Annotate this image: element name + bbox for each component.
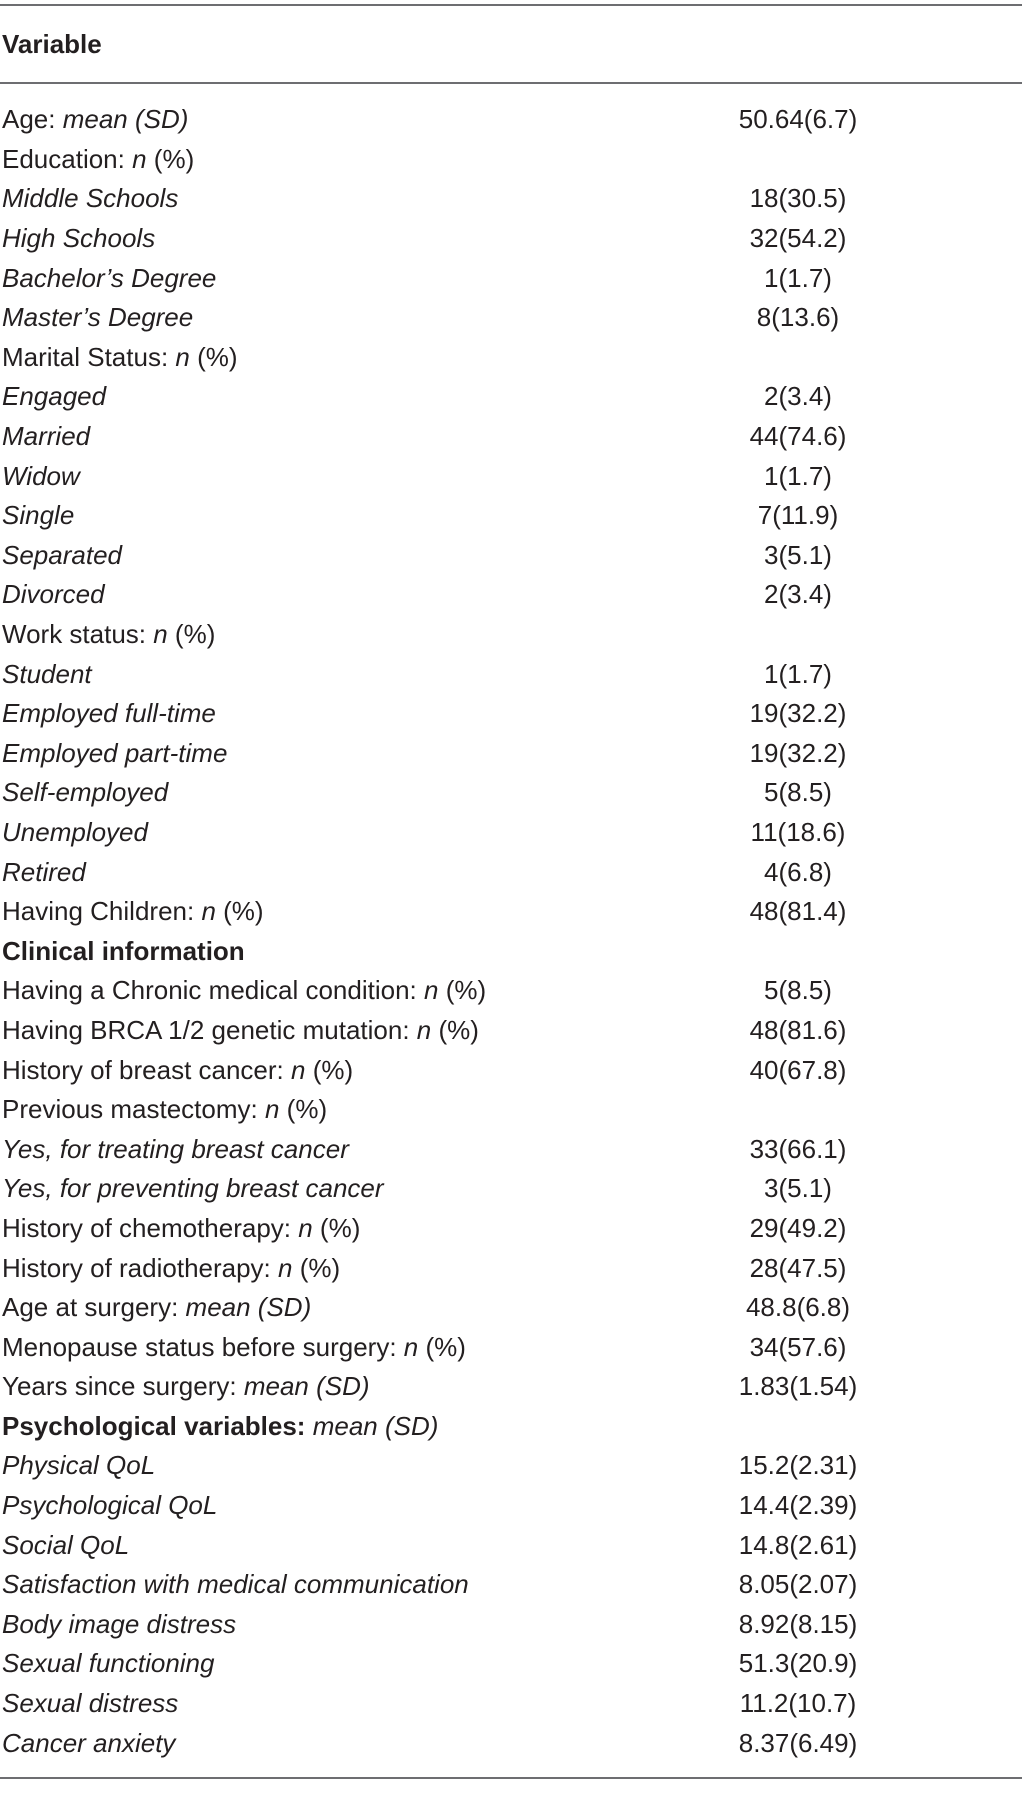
row-label — [0, 104, 188, 135]
row-value: 5(8.5) — [764, 975, 832, 1006]
row-value: 1(1.7) — [764, 460, 832, 491]
table-row — [0, 298, 1022, 338]
row-label — [0, 817, 148, 848]
row-label-part: Widow — [2, 460, 80, 491]
table-row — [0, 100, 1022, 140]
row-label — [0, 1688, 178, 1719]
table-row — [0, 1407, 1022, 1447]
table-row — [0, 852, 1022, 892]
row-value: 48(81.4) — [749, 896, 847, 927]
row-value: 19(32.2) — [749, 698, 847, 729]
table-row — [0, 734, 1022, 774]
row-value: 18(30.5) — [749, 183, 847, 214]
row-label-part: (%) — [418, 1331, 466, 1362]
table-body — [0, 84, 1022, 1777]
table-row — [0, 813, 1022, 853]
data-table — [0, 4, 1022, 1779]
row-label-part: Middle Schools — [2, 183, 179, 214]
table-row — [0, 258, 1022, 298]
row-label-part: History of radiotherapy: — [2, 1252, 279, 1283]
table-row — [0, 219, 1022, 259]
row-label-part: Cancer anxiety — [2, 1727, 176, 1758]
row-label-part: (%) — [279, 1094, 328, 1125]
row-label-part: n — [132, 143, 147, 174]
row-label-part: (%) — [215, 896, 264, 927]
table-row — [0, 1446, 1022, 1486]
row-value: 33(66.1) — [749, 1133, 847, 1164]
table-row — [0, 654, 1022, 694]
row-label-part: Age at surgery: — [2, 1292, 186, 1323]
row-value: 2(3.4) — [764, 381, 832, 412]
row-label — [0, 1213, 360, 1244]
row-label-part: n — [201, 896, 216, 927]
row-label — [0, 461, 80, 492]
row-label-part: Divorced — [2, 579, 105, 610]
row-label — [0, 540, 122, 571]
row-label — [0, 1055, 353, 1086]
row-label — [0, 1530, 129, 1561]
row-label-part: Physical QoL — [2, 1450, 156, 1481]
row-label — [0, 1490, 217, 1521]
row-label-part: Having a Chronic medical condition: — [2, 975, 424, 1006]
table-row — [0, 1129, 1022, 1169]
row-label — [0, 263, 216, 294]
row-label — [0, 619, 215, 650]
row-label-part: History of chemotherapy: — [2, 1212, 299, 1243]
row-value: 44(74.6) — [749, 421, 847, 452]
row-value: 1(1.7) — [764, 262, 832, 293]
row-label — [0, 183, 178, 214]
row-value: 28(47.5) — [749, 1252, 847, 1283]
row-label-part: Marital Status: — [2, 341, 176, 372]
row-label — [0, 1332, 466, 1363]
row-label-part: Having BRCA 1/2 genetic mutation: — [2, 1014, 417, 1045]
row-label — [0, 1015, 479, 1046]
table-row — [0, 773, 1022, 813]
table-row — [0, 1605, 1022, 1645]
row-value: 11.2(10.7) — [739, 1688, 857, 1719]
row-value: 8.92(8.15) — [738, 1608, 858, 1639]
row-label-part: Years since surgery: — [2, 1371, 244, 1402]
row-value: 7(11.9) — [757, 500, 839, 531]
row-value: 3(5.1) — [764, 1173, 832, 1204]
row-label-part: (%) — [312, 1212, 361, 1243]
row-value: 3(5.1) — [764, 539, 832, 570]
row-label-part: (%) — [292, 1252, 341, 1283]
row-label — [0, 1609, 236, 1640]
row-label-part: Engaged — [2, 381, 107, 412]
row-label-part: Body image distress — [2, 1608, 237, 1639]
table-row — [0, 140, 1022, 180]
table-row — [0, 456, 1022, 496]
table-row — [0, 1090, 1022, 1130]
row-label — [0, 342, 238, 373]
row-value: 5(8.5) — [764, 777, 832, 808]
row-value: 32(54.2) — [749, 223, 847, 254]
row-label — [0, 857, 86, 888]
row-label-part: Satisfaction with medical communication — [2, 1569, 469, 1600]
row-label-part: mean (SD) — [62, 104, 189, 135]
row-label-part: Employed part-time — [2, 737, 228, 768]
table-row — [0, 496, 1022, 536]
table-row — [0, 971, 1022, 1011]
row-label-part: Employed full-time — [2, 698, 216, 729]
row-value: 48(81.6) — [749, 1014, 847, 1045]
row-label — [0, 777, 168, 808]
row-value: 14.4(2.39) — [738, 1490, 858, 1521]
row-label-part: Master’s Degree — [2, 302, 194, 333]
table-row — [0, 536, 1022, 576]
table-row — [0, 1288, 1022, 1328]
row-label — [0, 975, 486, 1006]
row-label-part: n — [278, 1252, 293, 1283]
table-row — [0, 1327, 1022, 1367]
row-label-part: High Schools — [2, 223, 156, 254]
row-value: 14.8(2.61) — [738, 1529, 858, 1560]
row-value: 40(67.8) — [749, 1054, 847, 1085]
row-label-part: mean (SD) — [243, 1371, 370, 1402]
row-label-part: Separated — [2, 539, 122, 570]
table-row — [0, 179, 1022, 219]
row-label — [0, 381, 106, 412]
table-row — [0, 377, 1022, 417]
row-label-part: Psychological QoL — [2, 1490, 218, 1521]
table-row — [0, 1169, 1022, 1209]
row-value: 8.37(6.49) — [738, 1727, 858, 1758]
row-label-part: mean (SD) — [185, 1292, 312, 1323]
row-label-part: Age: — [2, 104, 63, 135]
row-label — [0, 738, 227, 769]
row-label-part: Social QoL — [2, 1529, 130, 1560]
row-label — [0, 1569, 469, 1600]
row-label-part: (%) — [167, 619, 216, 650]
table-row — [0, 338, 1022, 378]
row-label — [0, 1728, 175, 1759]
row-label-part: n — [175, 341, 190, 372]
row-label-part: (%) — [438, 975, 487, 1006]
row-label-part: Retired — [2, 856, 86, 887]
row-label-part: Yes, for preventing breast cancer — [2, 1173, 384, 1204]
table-row — [0, 1248, 1022, 1288]
table-row — [0, 1565, 1022, 1605]
row-label — [0, 1134, 349, 1165]
row-label-part: Self-employed — [2, 777, 169, 808]
row-label — [0, 500, 74, 531]
row-label-part: n — [298, 1212, 313, 1243]
row-value: 2(3.4) — [764, 579, 832, 610]
row-label — [0, 659, 92, 690]
table-row — [0, 1684, 1022, 1724]
row-label-part: Married — [2, 421, 91, 452]
row-label-part: Work status: — [2, 619, 154, 650]
table-row — [0, 1644, 1022, 1684]
row-label-part: Student — [2, 658, 92, 689]
table-row — [0, 1723, 1022, 1763]
row-label-part: Having Children: — [2, 896, 202, 927]
row-label-part: n — [264, 1094, 280, 1125]
row-label-part: Bachelor’s Degree — [2, 262, 217, 293]
table-row — [0, 694, 1022, 734]
row-value: 51.3(20.9) — [738, 1648, 858, 1679]
row-label — [0, 1371, 370, 1402]
row-label-part: Sexual functioning — [2, 1648, 215, 1679]
row-value: 50.64(6.7) — [738, 104, 858, 135]
row-value: 15.2(2.31) — [738, 1450, 858, 1481]
row-label-part: n — [416, 1014, 432, 1045]
table-row — [0, 1050, 1022, 1090]
row-label — [0, 1292, 311, 1323]
row-value: 4(6.8) — [764, 856, 832, 887]
row-label-part: Previous mastectomy: — [2, 1094, 265, 1125]
row-label-part: Clinical information — [2, 935, 245, 966]
table-row — [0, 1525, 1022, 1565]
row-label-part: mean (SD) — [312, 1410, 439, 1441]
row-label-part: Single — [2, 500, 75, 531]
table-row — [0, 1209, 1022, 1249]
row-label — [0, 1253, 340, 1284]
table-row — [0, 892, 1022, 932]
row-label — [0, 421, 90, 452]
row-value: 1(1.7) — [764, 658, 832, 689]
table-row — [0, 931, 1022, 971]
row-label — [0, 936, 245, 967]
row-label-part: n — [153, 619, 168, 650]
row-label-part: History of breast cancer: — [2, 1054, 291, 1085]
column-header-variable: Variable — [2, 28, 102, 59]
row-value: 8.05(2.07) — [738, 1569, 858, 1600]
row-label — [0, 223, 155, 254]
row-label-part: Education: — [2, 143, 133, 174]
row-value: 29(49.2) — [749, 1212, 847, 1243]
row-label-part: Yes, for treating breast cancer — [2, 1133, 349, 1164]
row-value: 11(18.6) — [750, 816, 846, 847]
bottom-rule — [0, 1777, 1022, 1779]
row-label-part: (%) — [189, 341, 238, 372]
row-value: 1.83(1.54) — [738, 1371, 858, 1402]
table-row — [0, 615, 1022, 655]
row-label-part: (%) — [431, 1014, 479, 1045]
row-label — [0, 1411, 438, 1442]
table-row — [0, 417, 1022, 457]
row-label-part: n — [424, 975, 439, 1006]
row-value: 19(32.2) — [749, 737, 847, 768]
row-value: 48.8(6.8) — [745, 1292, 851, 1323]
row-label-part: Menopause status before surgery: — [2, 1331, 404, 1362]
row-label — [0, 1094, 327, 1125]
row-value: 8(13.6) — [756, 302, 840, 333]
row-label — [0, 302, 193, 333]
table-header — [0, 6, 1022, 82]
table-row — [0, 575, 1022, 615]
row-label — [0, 144, 194, 175]
row-label-part: n — [403, 1331, 419, 1362]
row-label-part: Unemployed — [2, 816, 148, 847]
table-row — [0, 1011, 1022, 1051]
row-label — [0, 1648, 214, 1679]
row-label-part: (%) — [146, 143, 195, 174]
row-label-part: n — [291, 1054, 306, 1085]
row-value: 34(57.6) — [749, 1331, 847, 1362]
table-row — [0, 1367, 1022, 1407]
row-label-part: Sexual distress — [2, 1688, 179, 1719]
row-label — [0, 579, 105, 610]
row-label — [0, 1450, 155, 1481]
row-label — [0, 896, 264, 927]
row-label-part: (%) — [305, 1054, 354, 1085]
table-row — [0, 1486, 1022, 1526]
row-label — [0, 698, 216, 729]
row-label-part: Psychological variables: — [2, 1410, 313, 1441]
row-label — [0, 1173, 384, 1204]
